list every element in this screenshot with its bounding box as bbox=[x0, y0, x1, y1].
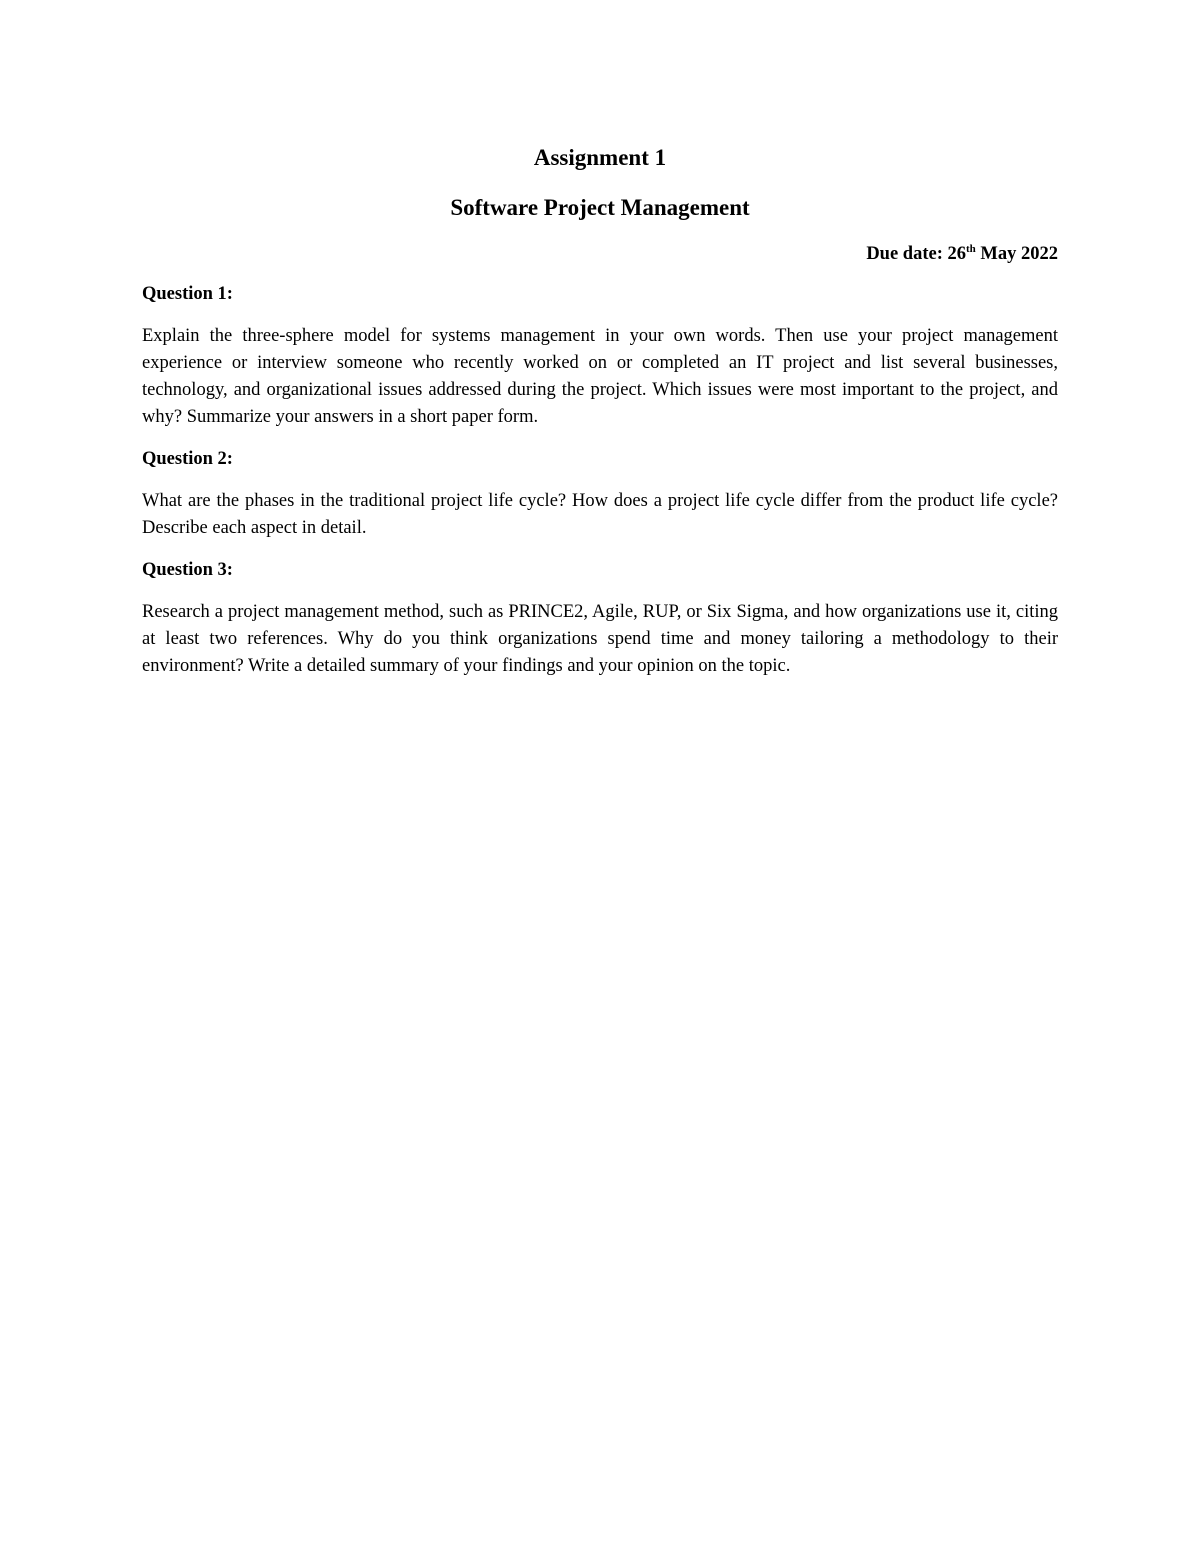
assignment-title: Assignment 1 bbox=[533, 145, 667, 170]
due-date-label: Due date: 26 bbox=[866, 244, 966, 264]
question-heading: Question 3: bbox=[142, 560, 233, 580]
due-date-month-year: May 2022 bbox=[975, 244, 1058, 264]
question-body: Explain the three-sphere model for systems management in your own words. Then use your project management experience or interview someone who recently worked on or completed an IT project and list several businesses, technology, and organizational issues addressed during the project. Which issues were most important to the project, and why? Summarize your answers in a short paper form. bbox=[142, 326, 1058, 427]
question-body: What are the phases in the traditional project life cycle? How does a project life cycle differ from the product life cycle? Describe each aspect in detail. bbox=[142, 491, 1058, 538]
document-content bbox=[142, 140, 1058, 680]
course-subtitle: Software Project Management bbox=[450, 195, 750, 220]
question-heading: Question 1: bbox=[142, 284, 233, 304]
due-date bbox=[142, 240, 1058, 268]
question-2 bbox=[142, 446, 1058, 542]
question-body: Research a project management method, such as PRINCE2, Agile, RUP, or Six Sigma, and how organizations use it, citing at least two references. Why do you think organizations spend time and money tailoring a methodology to their environment? Write a detailed summary of your findings and your opinion on the topic. bbox=[142, 602, 1058, 676]
due-date-ordinal-suffix: th bbox=[966, 242, 976, 255]
question-heading: Question 2: bbox=[142, 449, 233, 469]
question-3 bbox=[142, 557, 1058, 680]
question-1 bbox=[142, 281, 1058, 431]
